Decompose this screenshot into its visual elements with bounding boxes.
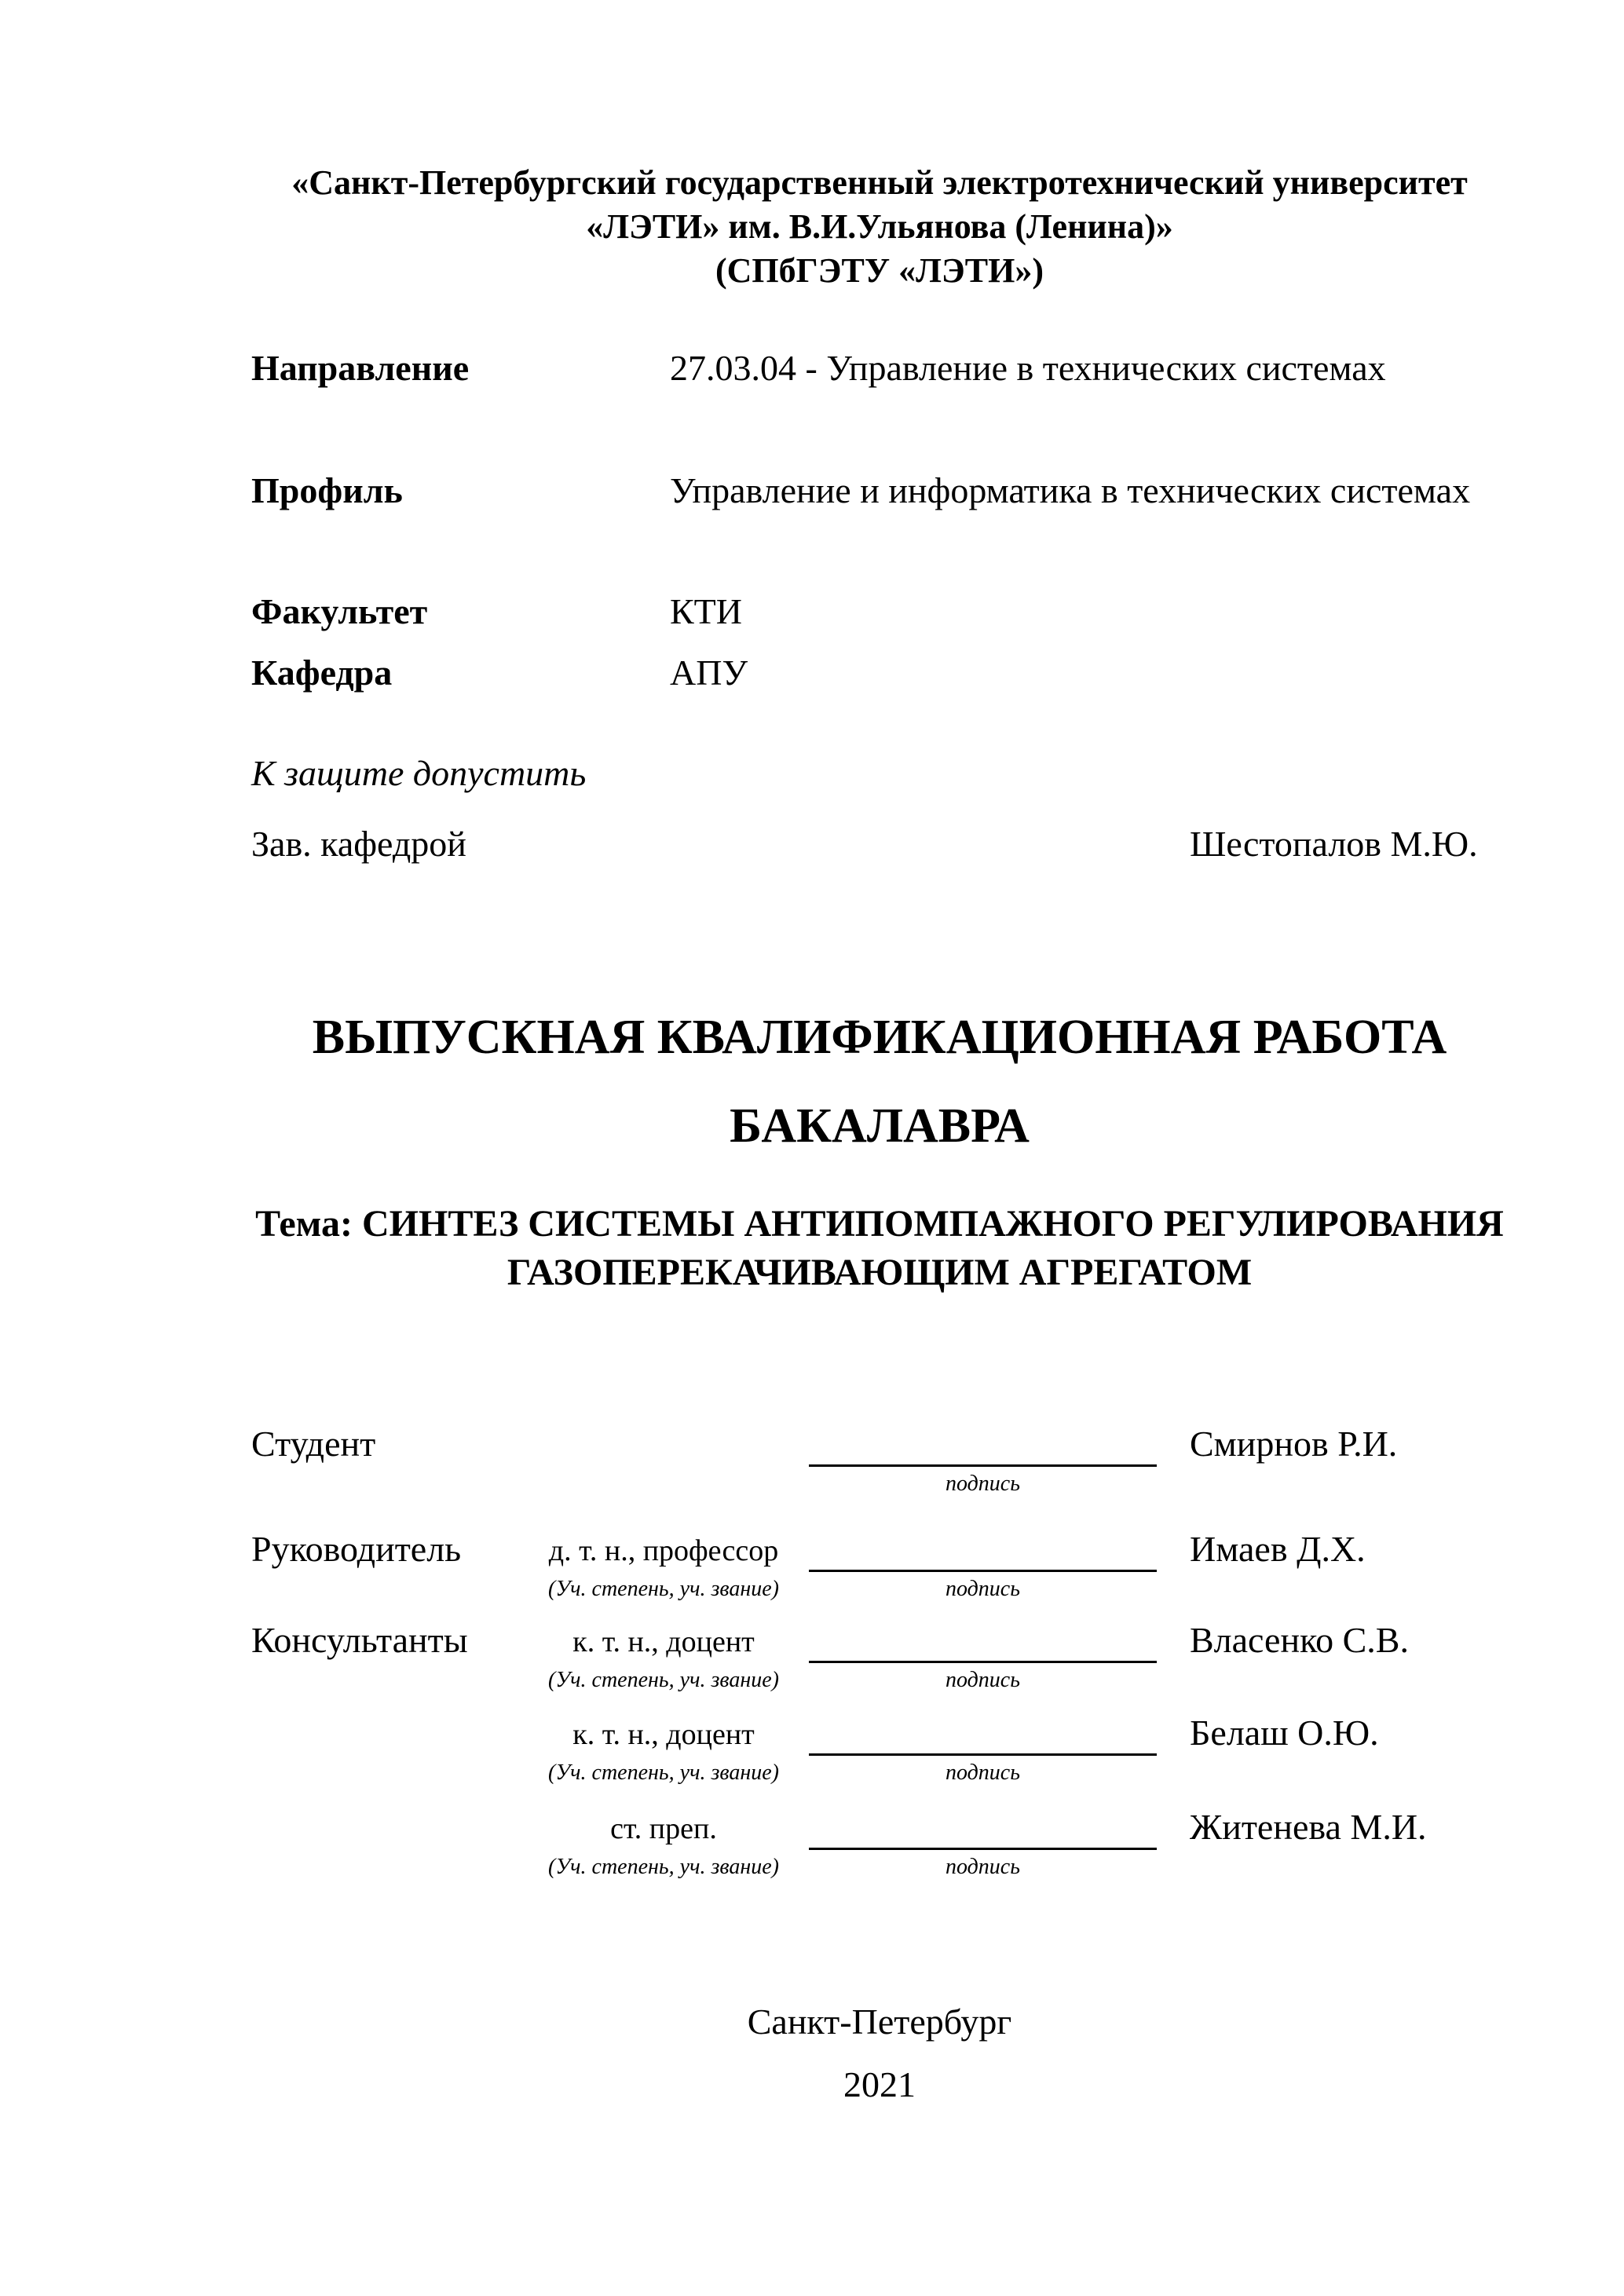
consultant-2-signature-caption: подпись <box>946 1760 1020 1785</box>
university-name-line-2: «ЛЭТИ» им. В.И.Ульянова (Ленина)» <box>586 207 1173 246</box>
profile-label: Профиль <box>251 470 403 510</box>
supervisor-degree: д. т. н., профессор <box>548 1534 779 1567</box>
admission-note: К защите допустить <box>251 753 587 793</box>
consultant-1-degree-caption: (Уч. степень, уч. звание) <box>548 1668 779 1692</box>
consultant-3-name: Житенева М.И. <box>1190 1807 1427 1847</box>
consultant-3-degree-caption: (Уч. степень, уч. звание) <box>548 1855 779 1879</box>
sig-row-supervisor <box>0 1528 1624 1614</box>
department-head-role: Зав. кафедрой <box>251 824 466 864</box>
consultant-2-signature-line <box>809 1712 1157 1756</box>
student-role-label: Студент <box>251 1424 376 1464</box>
consultant-3-signature-caption: подпись <box>946 1855 1020 1879</box>
university-name-line-3: (СПбГЭТУ «ЛЭТИ») <box>715 251 1044 290</box>
consultants-role-label: Консультанты <box>251 1620 468 1660</box>
footer-year: 2021 <box>843 2064 916 2104</box>
student-signature-line <box>809 1423 1157 1467</box>
department-label: Кафедра <box>251 653 393 693</box>
consultant-2-degree: к. т. н., доцент <box>572 1718 755 1751</box>
supervisor-name: Имаев Д.Х. <box>1190 1529 1366 1569</box>
footer-city: Санкт-Петербург <box>747 2002 1012 2042</box>
supervisor-signature-line <box>809 1528 1157 1572</box>
field-row-profile <box>0 470 1624 517</box>
work-title-line-1: ВЫПУСКНАЯ КВАЛИФИКАЦИОННАЯ РАБОТА <box>312 1011 1447 1064</box>
consultant-3-degree: ст. преп. <box>610 1812 717 1845</box>
sig-row-student <box>0 1423 1624 1509</box>
supervisor-signature-caption: подпись <box>946 1577 1020 1601</box>
supervisor-role-label: Руководитель <box>251 1529 462 1569</box>
direction-value: 27.03.04 - Управление в технических системах <box>670 348 1386 388</box>
sig-row-consultant-1 <box>0 1619 1624 1706</box>
work-theme <box>251 1200 1508 1297</box>
profile-value: Управление и информатика в технических системах <box>670 470 1471 510</box>
consultant-1-signature-line <box>809 1619 1157 1663</box>
student-signature-caption: подпись <box>946 1472 1020 1496</box>
department-value: АПУ <box>670 653 748 693</box>
work-theme-line-2: ГАЗОПЕРЕКАЧИВАЮЩИМ АГРЕГАТОМ <box>507 1252 1253 1293</box>
admission-row <box>0 823 1624 870</box>
field-row-direction <box>0 347 1624 394</box>
faculty-value: КТИ <box>670 591 742 631</box>
field-row-department <box>0 652 1624 699</box>
consultant-2-name: Белаш О.Ю. <box>1190 1713 1379 1753</box>
university-name-line-1: «Санкт-Петербургский государственный электротехнический университет <box>291 163 1468 202</box>
consultant-1-degree: к. т. н., доцент <box>572 1625 755 1658</box>
work-title <box>251 993 1508 1171</box>
consultant-1-name: Власенко С.В. <box>1190 1620 1409 1660</box>
direction-label: Направление <box>251 348 470 388</box>
field-row-faculty <box>0 590 1624 638</box>
consultant-1-signature-caption: подпись <box>946 1668 1020 1692</box>
work-title-line-2: БАКАЛАВРА <box>730 1099 1030 1153</box>
supervisor-degree-caption: (Уч. степень, уч. звание) <box>548 1577 779 1601</box>
work-theme-line-1: Тема: СИНТЕЗ СИСТЕМЫ АНТИПОМПАЖНОГО РЕГУЛИРОВАНИЯ <box>255 1203 1504 1245</box>
consultant-3-signature-line <box>809 1806 1157 1850</box>
department-head-name: Шестопалов М.Ю. <box>1190 824 1478 864</box>
faculty-label: Факультет <box>251 591 428 631</box>
consultant-2-degree-caption: (Уч. степень, уч. звание) <box>548 1760 779 1785</box>
student-name: Смирнов Р.И. <box>1190 1424 1398 1464</box>
university-header <box>251 161 1508 293</box>
sig-row-consultant-3 <box>0 1806 1624 1892</box>
sig-row-consultant-2 <box>0 1712 1624 1798</box>
